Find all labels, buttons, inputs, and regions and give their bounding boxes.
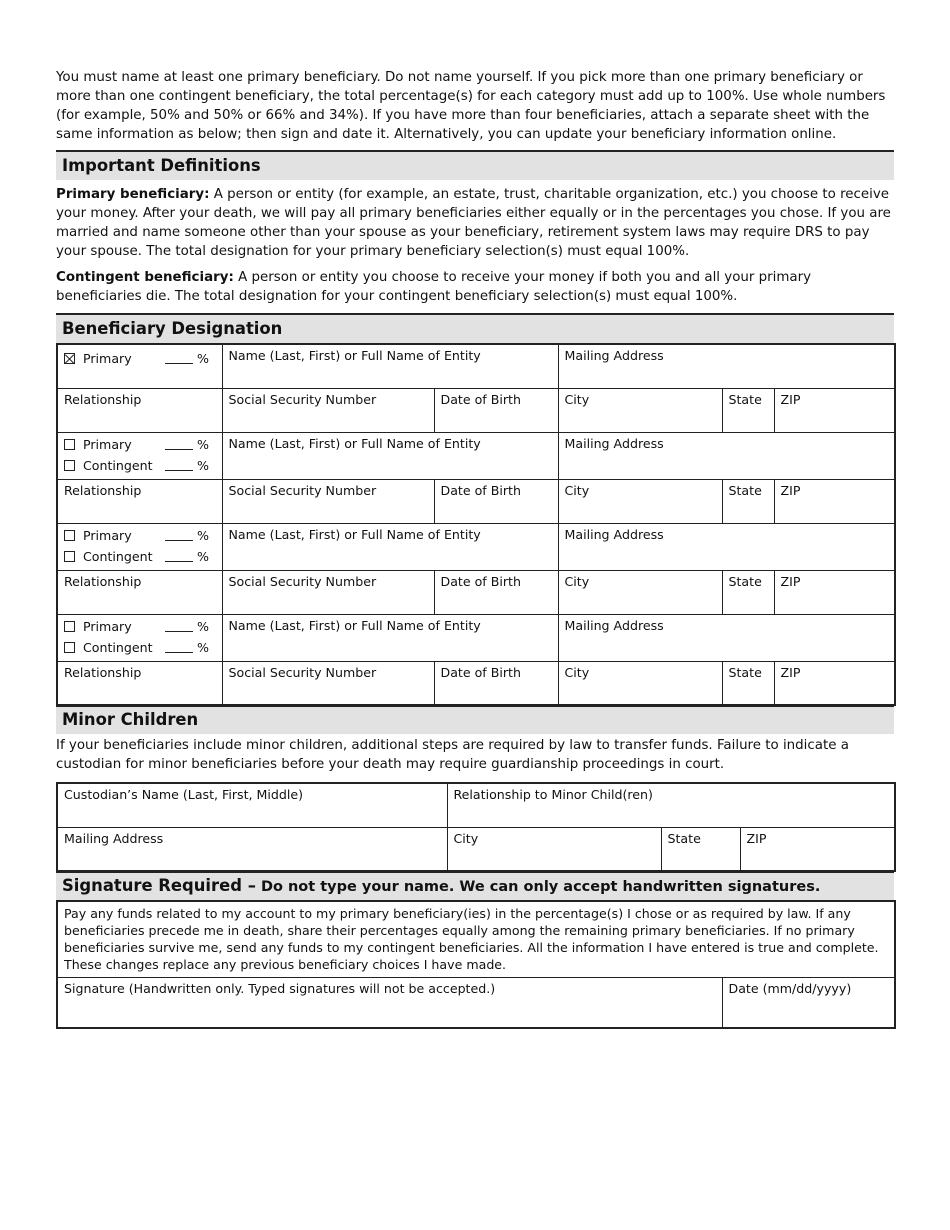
contingent-definition <box>56 268 894 306</box>
primary-checkbox-label: Primary <box>83 527 132 543</box>
contingent-option-2 <box>64 455 216 476</box>
beneficiary-3-details-row <box>57 570 895 614</box>
signature-header <box>56 872 894 900</box>
minor-text: If your beneficiaries include minor children, additional steps are required by law to transfer funds. Failure to indicate a custodian for minor beneficiaries before your death may require guardianship proceedings in court. <box>56 738 849 772</box>
signature-title: Signature Required – <box>62 876 256 895</box>
minor-title: Minor Children <box>62 710 199 729</box>
primary-checkbox-3[interactable] <box>64 530 75 541</box>
name-field[interactable] <box>222 432 558 479</box>
contingent-checkbox-label: Contingent <box>83 639 153 655</box>
name-field[interactable] <box>222 523 558 570</box>
name-label: Name (Last, First) or Full Name of Entity <box>228 617 481 633</box>
custodian-state-field[interactable] <box>661 827 740 871</box>
primary-checkbox-label: Primary <box>83 618 132 634</box>
beneficiary-type-cell <box>57 344 222 388</box>
custodian-city-label: City <box>453 830 479 846</box>
signature-subtitle: Do not type your name. We can only accept handwritten signatures. <box>255 879 821 895</box>
statement-row <box>57 901 895 977</box>
city-field[interactable] <box>558 479 722 523</box>
contingent-checkbox-2[interactable] <box>64 460 75 471</box>
city-field[interactable] <box>558 661 722 705</box>
contingent-percent-blank[interactable] <box>165 551 193 562</box>
mailing-address-label: Mailing Address <box>564 435 664 451</box>
primary-checkbox-label: Primary <box>83 351 132 366</box>
mailing-address-label: Mailing Address <box>564 526 664 542</box>
zip-label: ZIP <box>780 391 801 407</box>
zip-field[interactable] <box>774 661 895 705</box>
contingent-checkbox-label: Contingent <box>83 548 153 564</box>
city-field[interactable] <box>558 388 722 432</box>
relationship-field[interactable] <box>57 570 222 614</box>
beneficiary-4-name-row <box>57 614 895 661</box>
state-label: State <box>728 482 762 498</box>
custodian-city-field[interactable] <box>447 827 661 871</box>
contingent-checkbox-4[interactable] <box>64 642 75 653</box>
beneficiary-1-details-row <box>57 388 895 432</box>
percent-sign: % <box>197 527 209 543</box>
signature-row <box>57 977 895 1028</box>
custodian-mailing-label: Mailing Address <box>64 830 164 846</box>
primary-def-text: A person or entity (for example, an estate, trust, charitable organization, etc.) you choose to receive your money. After your death, we will pay all primary beneficiaries either equally or in the percentages you chose. If you are married and name someone other than your spouse as your beneficiary, retirement system laws may require DRS to pay your spouse. The total designation for your primary beneficiary selection(s) must equal 100%. <box>56 187 891 259</box>
primary-percent-blank[interactable] <box>165 439 193 450</box>
relationship-field[interactable] <box>57 479 222 523</box>
custodian-name-label: Custodian’s Name (Last, First, Middle) <box>64 787 304 802</box>
zip-label: ZIP <box>780 482 801 498</box>
dob-label: Date of Birth <box>440 573 521 589</box>
dob-label: Date of Birth <box>440 482 521 498</box>
name-field[interactable] <box>222 344 558 388</box>
city-label: City <box>564 573 590 589</box>
primary-option-4 <box>64 616 216 637</box>
primary-checkbox-4[interactable] <box>64 621 75 632</box>
intro-text: You must name at least one primary beneficiary. Do not name yourself. If you pick more than one primary beneficiary or more than one contingent beneficiary, the total percentage(s) for each category must add up to 100%. Use whole numbers (for example, 50% and 50% or 66% and 34%). If you have more than four beneficiaries, attach a separate sheet with the same information as below; then sign and date it. Alternatively, you can update your beneficiary information online. <box>56 70 886 142</box>
custodian-table <box>56 782 896 872</box>
percent-sign: % <box>197 436 209 452</box>
percent-sign: % <box>197 618 209 634</box>
beneficiary-2-details-row <box>57 479 895 523</box>
ssn-field[interactable] <box>222 388 434 432</box>
custodian-address-row <box>57 827 895 871</box>
name-field[interactable] <box>222 614 558 661</box>
beneficiary-2-name-row <box>57 432 895 479</box>
zip-field[interactable] <box>774 570 895 614</box>
state-field[interactable] <box>722 479 774 523</box>
state-label: State <box>728 573 762 589</box>
designation-header <box>56 313 894 343</box>
definitions-block <box>56 185 894 306</box>
city-field[interactable] <box>558 570 722 614</box>
contingent-checkbox-3[interactable] <box>64 551 75 562</box>
relationship-label: Relationship <box>64 482 142 498</box>
custodian-relationship-field[interactable] <box>447 783 895 827</box>
zip-field[interactable] <box>774 388 895 432</box>
mailing-address-label: Mailing Address <box>564 348 664 363</box>
mailing-address-field[interactable] <box>558 523 895 570</box>
contingent-checkbox-label: Contingent <box>83 457 153 473</box>
percent-sign: % <box>197 457 209 473</box>
beneficiary-type-cell <box>57 523 222 570</box>
ssn-label: Social Security Number <box>228 482 377 498</box>
mailing-address-field[interactable] <box>558 432 895 479</box>
state-field[interactable] <box>722 661 774 705</box>
primary-percent-blank[interactable] <box>165 530 193 541</box>
primary-checkbox-label: Primary <box>83 436 132 452</box>
minor-header <box>56 706 894 734</box>
primary-checkbox-1[interactable] <box>64 353 75 364</box>
primary-definition <box>56 185 894 261</box>
beneficiary-4-details-row <box>57 661 895 705</box>
state-label: State <box>728 664 762 680</box>
dob-field[interactable] <box>434 661 558 705</box>
city-label: City <box>564 664 590 680</box>
state-field[interactable] <box>722 388 774 432</box>
state-field[interactable] <box>722 570 774 614</box>
name-label: Name (Last, First) or Full Name of Entity <box>228 435 481 451</box>
definitions-title: Important Definitions <box>62 156 261 175</box>
percent-sign: % <box>197 548 209 564</box>
name-label: Name (Last, First) or Full Name of Entity <box>228 348 481 363</box>
date-label: Date (mm/dd/yyyy) <box>728 980 852 996</box>
relationship-field[interactable] <box>57 661 222 705</box>
dob-field[interactable] <box>434 388 558 432</box>
ssn-field[interactable] <box>222 479 434 523</box>
dob-label: Date of Birth <box>440 391 521 407</box>
custodian-name-field[interactable] <box>57 783 447 827</box>
contingent-term: Contingent beneficiary: <box>56 270 234 285</box>
mailing-address-label: Mailing Address <box>564 617 664 633</box>
state-label: State <box>728 391 762 407</box>
beneficiary-type-cell <box>57 614 222 661</box>
primary-option-3 <box>64 525 216 546</box>
mailing-address-field[interactable] <box>558 614 895 661</box>
contingent-def-text: A person or entity you choose to receive your money if both you and all your primary beneficiaries die. The total designation for your contingent beneficiary selection(s) must equal 100%. <box>56 270 812 304</box>
custodian-zip-label: ZIP <box>746 830 767 846</box>
primary-term: Primary beneficiary: <box>56 187 210 202</box>
statement-text: Pay any funds related to my account to my primary beneficiary(ies) in the percentage(s) I chose or as required by law. If any beneficiaries precede me in death, share their percentages equally among the remaining primary beneficiaries. If no primary beneficiaries survive me, send any funds to my contingent beneficiaries. All the information I have entered is true and complete. These changes replace any previous beneficiary choices I have made. <box>64 906 879 972</box>
relationship-label: Relationship <box>64 573 142 589</box>
city-label: City <box>564 391 590 407</box>
mailing-address-field[interactable] <box>558 344 895 388</box>
beneficiary-type-cell <box>57 432 222 479</box>
beneficiary-table <box>56 343 896 706</box>
contingent-option-4 <box>64 637 216 658</box>
form-page <box>56 68 894 1029</box>
primary-checkbox-2[interactable] <box>64 439 75 450</box>
city-label: City <box>564 482 590 498</box>
date-field[interactable] <box>722 977 895 1028</box>
ssn-label: Social Security Number <box>228 664 377 680</box>
percent-sign: % <box>197 639 209 655</box>
relationship-label: Relationship <box>64 391 142 407</box>
ssn-label: Social Security Number <box>228 573 377 589</box>
ssn-field[interactable] <box>222 661 434 705</box>
zip-field[interactable] <box>774 479 895 523</box>
signature-field[interactable] <box>57 977 722 1028</box>
custodian-mailing-field[interactable] <box>57 827 447 871</box>
signature-label: Signature (Handwritten only. Typed signatures will not be accepted.) <box>64 980 496 996</box>
dob-field[interactable] <box>434 570 558 614</box>
beneficiary-1-name-row <box>57 344 895 388</box>
dob-field[interactable] <box>434 479 558 523</box>
primary-percent-blank[interactable] <box>165 353 193 364</box>
ssn-label: Social Security Number <box>228 391 377 407</box>
primary-percent-blank[interactable] <box>165 621 193 632</box>
zip-label: ZIP <box>780 573 801 589</box>
definitions-header <box>56 150 894 180</box>
contingent-option-3 <box>64 546 216 567</box>
custodian-relationship-label: Relationship to Minor Child(ren) <box>453 787 653 802</box>
dob-label: Date of Birth <box>440 664 521 680</box>
percent-sign: % <box>197 351 209 366</box>
relationship-label: Relationship <box>64 664 142 680</box>
contingent-percent-blank[interactable] <box>165 642 193 653</box>
custodian-zip-field[interactable] <box>740 827 895 871</box>
signature-table <box>56 900 896 1029</box>
zip-label: ZIP <box>780 664 801 680</box>
primary-option-2 <box>64 434 216 455</box>
signature-statement <box>57 901 895 977</box>
custodian-state-label: State <box>667 830 701 846</box>
custodian-row <box>57 783 895 827</box>
primary-option-1 <box>64 348 216 369</box>
name-label: Name (Last, First) or Full Name of Entity <box>228 526 481 542</box>
beneficiary-3-name-row <box>57 523 895 570</box>
designation-title: Beneficiary Designation <box>62 319 283 338</box>
ssn-field[interactable] <box>222 570 434 614</box>
contingent-percent-blank[interactable] <box>165 460 193 471</box>
relationship-field[interactable] <box>57 388 222 432</box>
